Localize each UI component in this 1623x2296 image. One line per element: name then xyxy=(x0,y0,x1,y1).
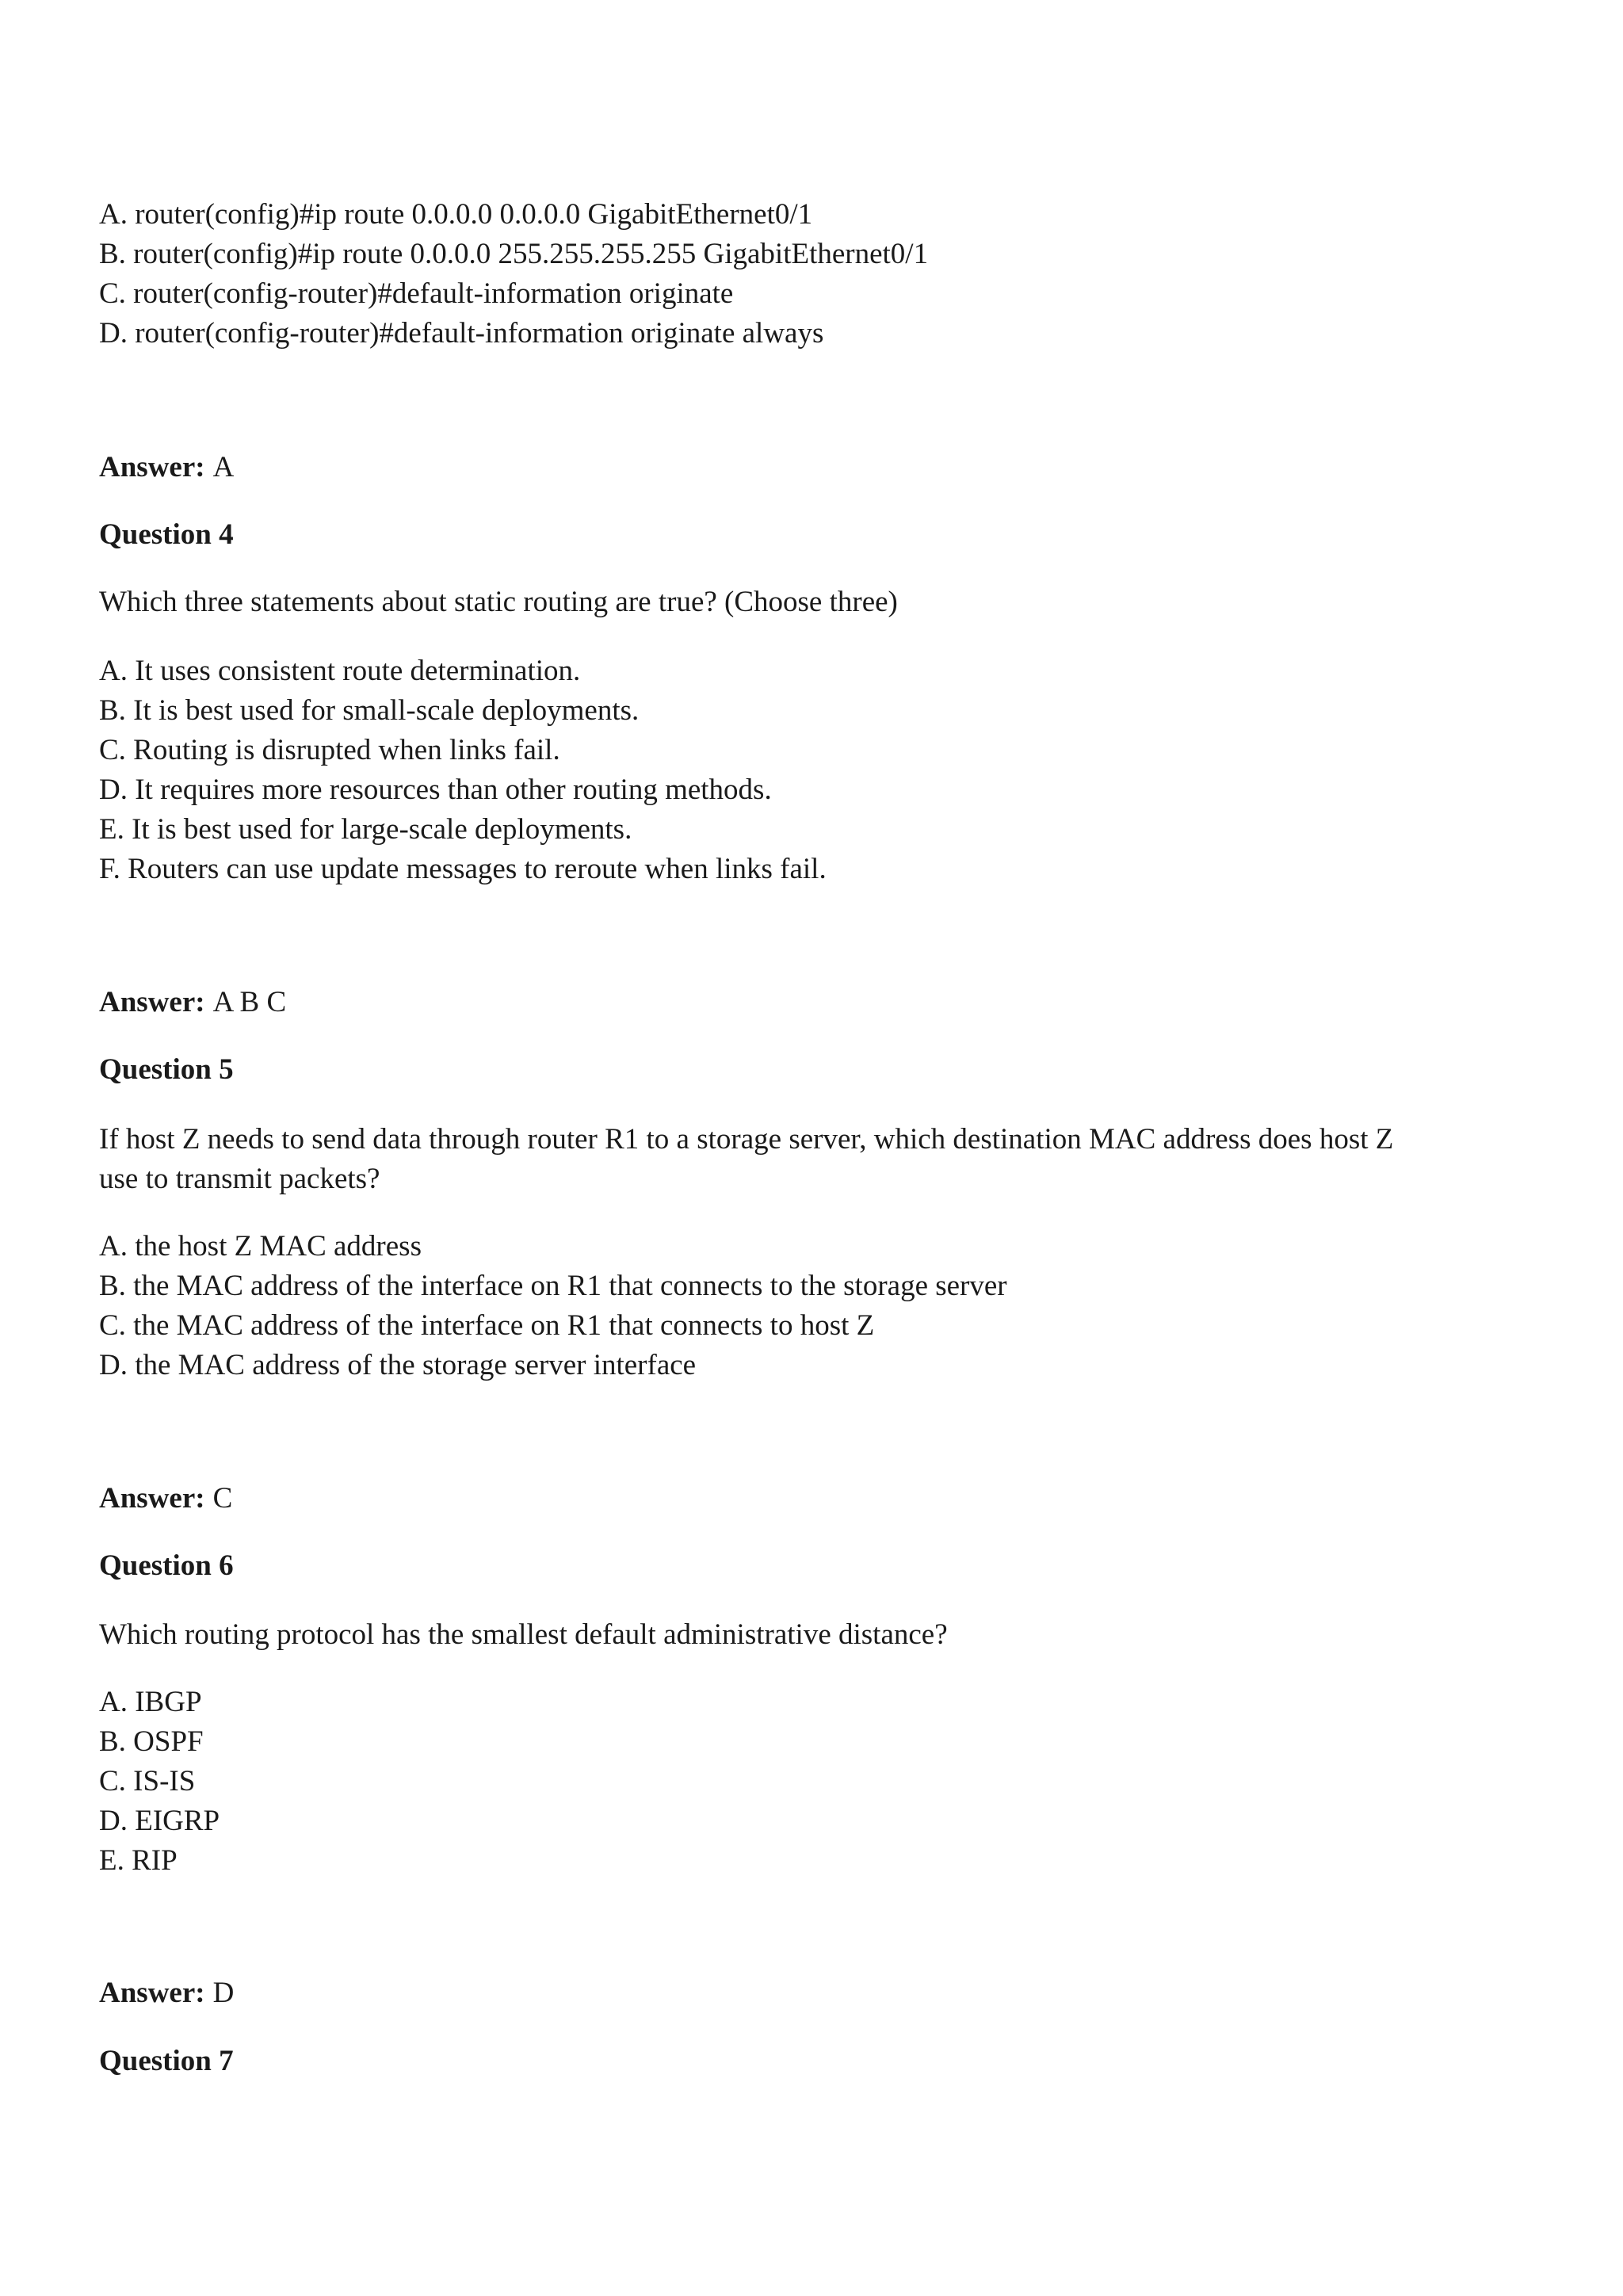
q4-question-text: Which three statements about static routing are true? (Choose three) xyxy=(99,586,898,618)
q6-question-text: Which routing protocol has the smallest default administrative distance? xyxy=(99,1618,948,1651)
q4-answer xyxy=(99,983,286,1022)
q5-answer-label: Answer: xyxy=(99,1482,205,1515)
q5-option-a: A. the host Z MAC address xyxy=(99,1230,422,1263)
q6-title: Question 6 xyxy=(99,1549,234,1582)
q4-answer-label: Answer: xyxy=(99,986,205,1018)
q6-answer-label: Answer: xyxy=(99,1977,205,2009)
q5-option-b: B. the MAC address of the interface on R1 that connects to the storage server xyxy=(99,1270,1007,1302)
q6-option-b: B. OSPF xyxy=(99,1725,204,1758)
q4-option-d: D. It requires more resources than other routing methods. xyxy=(99,774,772,806)
q7-title: Question 7 xyxy=(99,2045,234,2077)
q5-answer xyxy=(99,1479,232,1519)
q3-option-d: D. router(config-router)#default-information originate always xyxy=(99,317,824,350)
q6-option-a: A. IBGP xyxy=(99,1686,202,1718)
q4-option-e: E. It is best used for large-scale deployments. xyxy=(99,813,632,846)
q3-option-b: B. router(config)#ip route 0.0.0.0 255.255.255.255 GigabitEthernet0/1 xyxy=(99,238,929,270)
q5-question-text-line1: If host Z needs to send data through router R1 to a storage server, which destination MAC address does host Z xyxy=(99,1123,1394,1156)
q4-option-a: A. It uses consistent route determination. xyxy=(99,655,581,687)
q4-option-f: F. Routers can use update messages to reroute when links fail. xyxy=(99,853,827,885)
q4-option-c: C. Routing is disrupted when links fail. xyxy=(99,734,560,766)
q6-answer-value: D xyxy=(212,1977,235,2009)
q5-question-text-line2: use to transmit packets? xyxy=(99,1163,380,1195)
q3-option-a: A. router(config)#ip route 0.0.0.0 0.0.0.0 GigabitEthernet0/1 xyxy=(99,198,813,231)
q4-title: Question 4 xyxy=(99,518,234,551)
q3-option-c: C. router(config-router)#default-information originate xyxy=(99,277,734,310)
q6-option-d: D. EIGRP xyxy=(99,1805,220,1837)
q3-answer-value: A xyxy=(212,451,235,483)
q5-option-d: D. the MAC address of the storage server interface xyxy=(99,1349,697,1381)
q5-title: Question 5 xyxy=(99,1053,234,1086)
q5-option-c: C. the MAC address of the interface on R1 that connects to host Z xyxy=(99,1309,875,1342)
q6-option-e: E. RIP xyxy=(99,1844,178,1877)
q4-option-b: B. It is best used for small-scale deployments. xyxy=(99,694,640,727)
q4-answer-value: A B C xyxy=(212,986,287,1018)
q6-option-c: C. IS-IS xyxy=(99,1765,196,1797)
q3-answer xyxy=(99,448,234,487)
q6-answer xyxy=(99,1973,234,2013)
q3-answer-label: Answer: xyxy=(99,451,205,483)
q5-answer-value: C xyxy=(212,1482,233,1515)
